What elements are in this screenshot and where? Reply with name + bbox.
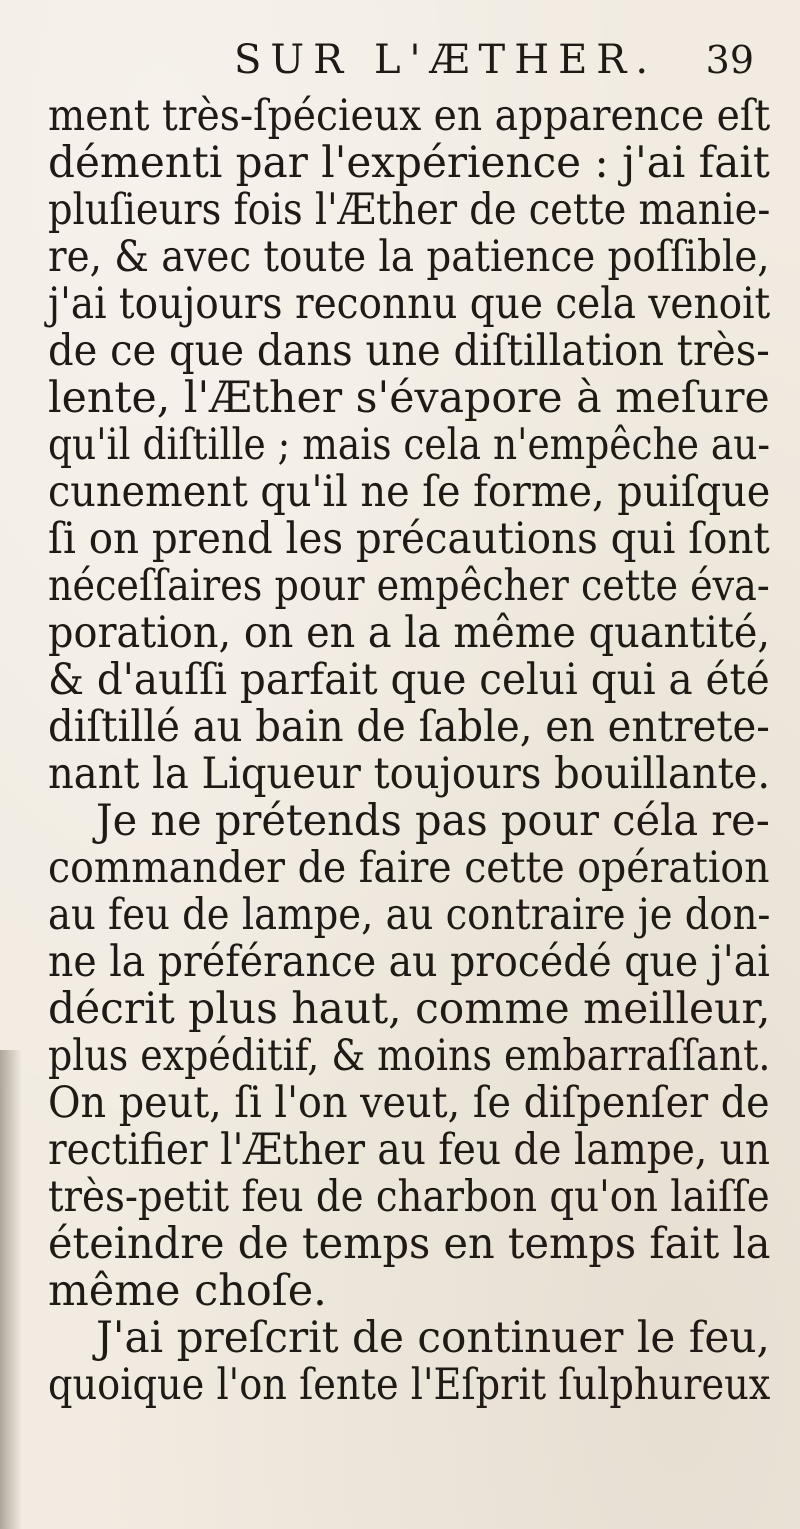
text-line: re, & avec toute la patience poſſible, bbox=[48, 232, 770, 282]
text-line: ne la préférance au procédé que j'ai bbox=[48, 937, 770, 987]
text-line: même choſe. bbox=[48, 1266, 327, 1316]
text-line: nant la Liqueur toujours bouillante. bbox=[48, 749, 771, 799]
text-line: diſtillé au bain de ſable, en entrete- bbox=[48, 702, 770, 752]
text-line: rectifier l'Æther au feu de lampe, un bbox=[48, 1125, 770, 1175]
text-line: quoique l'on ſente l'Eſprit ſulphureux bbox=[48, 1360, 771, 1410]
text-line: ment très-ſpécieux en apparence eſt bbox=[48, 91, 771, 141]
text-line: au feu de lampe, au contraire je don- bbox=[48, 890, 771, 940]
text-line: j'ai toujours reconnu que cela venoit bbox=[48, 279, 771, 329]
page-gutter-shadow bbox=[0, 1050, 22, 1529]
text-line: de ce que dans une diſtillation très- bbox=[48, 326, 770, 376]
text-line: très-petit feu de charbon qu'on laiſſe bbox=[48, 1172, 770, 1222]
text-line: plus expéditif, & moins embarraſſant. bbox=[48, 1031, 771, 1081]
text-line: démenti par l'expérience : j'ai fait bbox=[48, 138, 770, 188]
text-line: Je ne prétends pas pour céla re- bbox=[96, 796, 770, 846]
text-line: commander de faire cette opération bbox=[48, 843, 770, 893]
running-head bbox=[234, 30, 754, 90]
text-line: On peut, ſi l'on veut, ſe diſpenſer de bbox=[48, 1078, 770, 1128]
text-line: décrit plus haut, comme meilleur, bbox=[48, 984, 771, 1034]
text-line: lente, l'Æther s'évapore à meſure bbox=[48, 373, 770, 423]
text-line: éteindre de temps en temps fait la bbox=[48, 1219, 771, 1269]
text-line: & d'auſſi parfait que celui qui a été bbox=[48, 655, 770, 705]
text-line: ſi on prend les précautions qui ſont bbox=[48, 514, 770, 564]
text-line: cunement qu'il ne ſe forme, puiſque bbox=[48, 467, 771, 517]
page-number: 39 bbox=[705, 38, 754, 82]
text-line: J'ai preſcrit de continuer le feu, bbox=[96, 1313, 770, 1363]
text-line: pluſieurs fois l'Æther de cette manie- bbox=[48, 185, 771, 235]
text-line: qu'il diſtille ; mais cela n'empêche au- bbox=[48, 420, 771, 470]
running-title: SUR L'ÆTHER. bbox=[234, 37, 658, 83]
text-line: néceſſaires pour empêcher cette éva- bbox=[48, 561, 770, 611]
text-line: poration, on en a la même quantité, bbox=[48, 608, 771, 658]
